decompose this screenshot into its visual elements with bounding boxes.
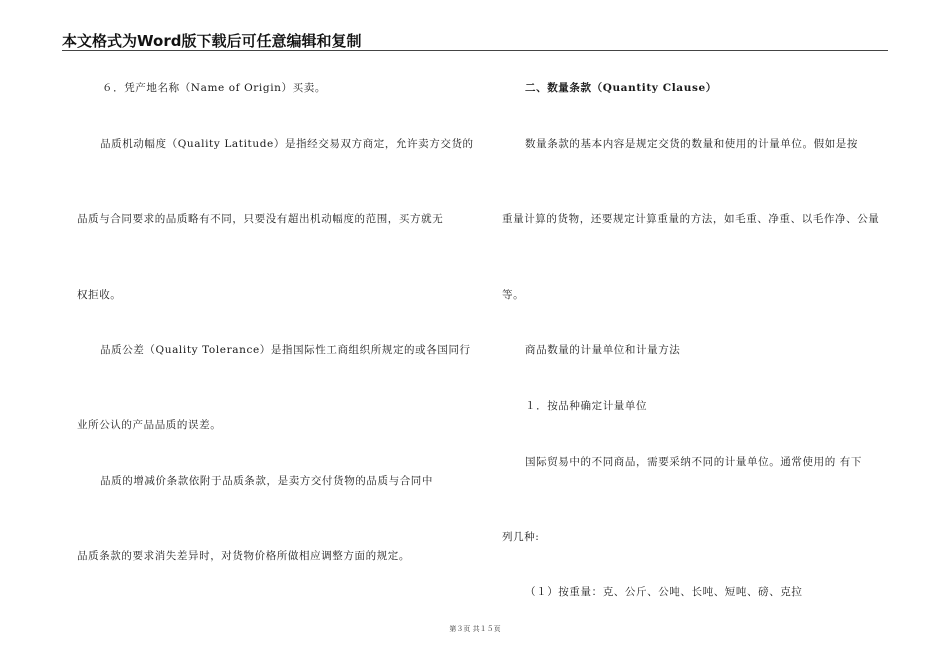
header-divider: [62, 50, 888, 51]
text-line: 品质条款的要求消失差异时，对货物价格所做相应调整方面的规定。: [77, 550, 410, 562]
text-line: 商品数量的计量单位和计量方法: [525, 344, 681, 356]
text-line: 国际贸易中的不同商品，需要采纳不同的计量单位。通常使用的 有下: [525, 456, 862, 468]
text-line: 业所公认的产品品质的误差。: [77, 419, 222, 431]
document-header-title: 本文格式为Word版下载后可任意编辑和复制: [62, 32, 362, 50]
section-heading: 二、数量条款（Quantity Clause）: [525, 82, 717, 94]
page-number-footer: 第３页 共１５页: [449, 625, 501, 633]
text-line: １．按品种确定计量单位: [525, 400, 648, 412]
text-line: 品质公差（Quality Tolerance）是指国际性工商组织所规定的或各国同行: [100, 344, 471, 356]
text-line: ６．凭产地名称（Name of Origin）买卖。: [102, 82, 326, 94]
text-line: 重量计算的货物，还要规定计算重量的方法，如毛重、净重、以毛作净、公量: [502, 213, 880, 225]
text-line: 品质与合同要求的品质略有不同，只要没有超出机动幅度的范围，买方就无: [77, 213, 444, 225]
text-line: 品质的增减价条款依附于品质条款，是卖方交付货物的品质与合同中: [100, 475, 433, 487]
text-line: 等。: [502, 289, 525, 301]
text-line: 列几种:: [502, 531, 540, 543]
text-line: 品质机动幅度（Quality Latitude）是指经交易双方商定，允许卖方交货的: [100, 138, 474, 150]
text-line: 权拒收。: [77, 289, 122, 301]
text-line: （１）按重量：克、公斤、公吨、长吨、短吨、磅、克拉: [525, 586, 803, 598]
text-line: 数量条款的基本内容是规定交货的数量和使用的计量单位。假如是按: [525, 138, 858, 150]
